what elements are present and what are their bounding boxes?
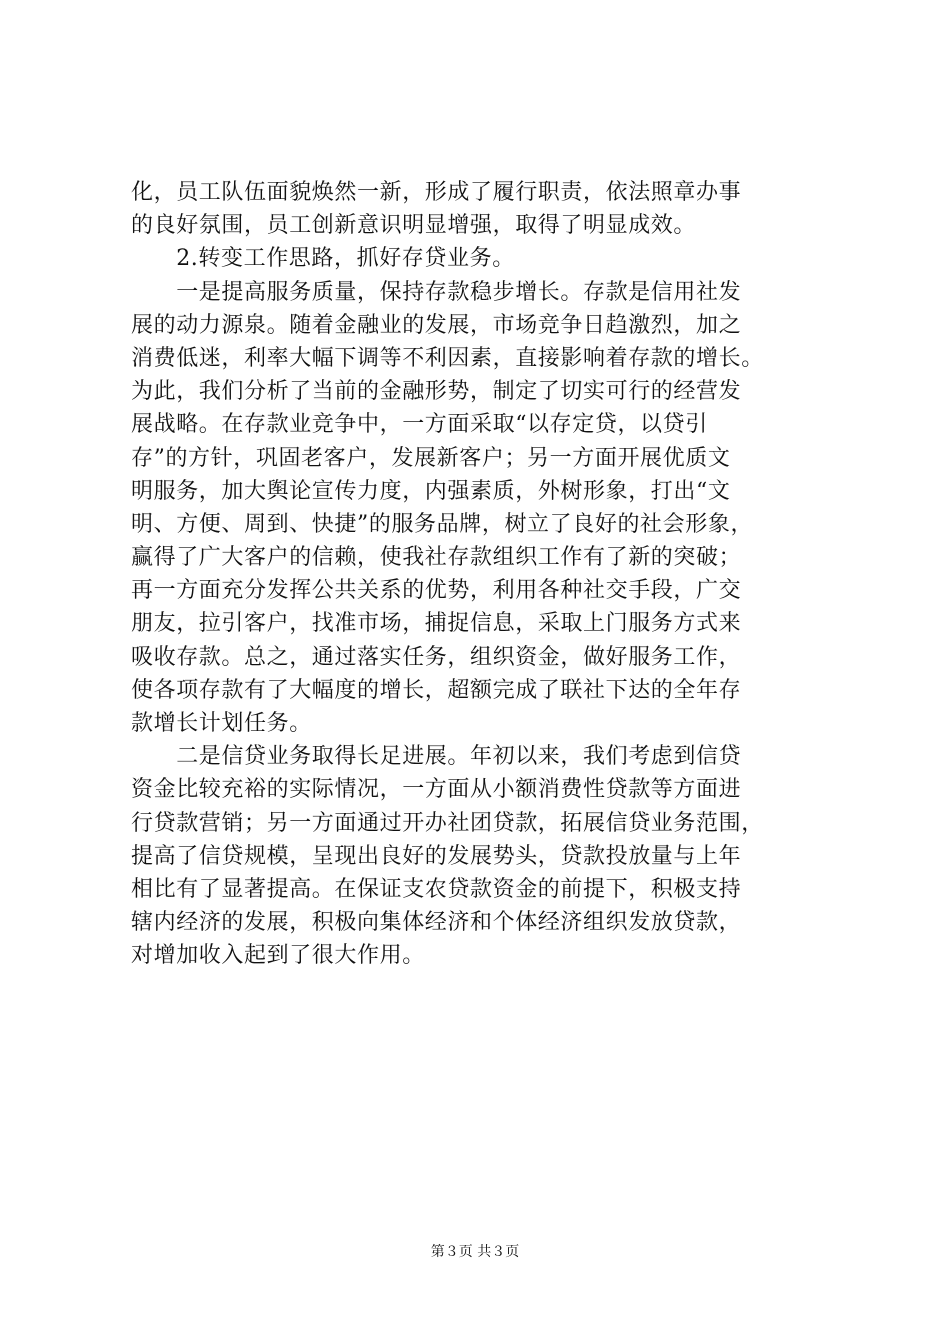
section-heading: 2.转变工作思路，抓好存贷业务。	[131, 246, 515, 272]
text-line: 行贷款营销；另一方面通过开办社团贷款，拓展信贷业务范围，	[131, 810, 764, 836]
text-line: 的良好氛围，员工创新意识明显增强，取得了明显成效。	[131, 213, 697, 239]
text-line: 吸收存款。总之，通过落实任务，组织资金，做好服务工作，	[131, 644, 742, 670]
page-number-footer: 第３页 共３页	[430, 1244, 520, 1260]
text-line: 明、方便、周到、快捷”的服务品牌，树立了良好的社会形象，	[131, 511, 754, 537]
text-line: 明服务，加大舆论宣传力度，内强素质，外树形象，打出“文	[131, 478, 731, 504]
text-line: 展的动力源泉。随着金融业的发展，市场竞争日趋激烈，加之	[131, 312, 742, 338]
text-line: 再一方面充分发挥公共关系的优势，利用各种社交手段，广交	[131, 578, 742, 604]
text-line: 使各项存款有了大幅度的增长，超额完成了联社下达的全年存	[131, 677, 742, 703]
document-body	[131, 176, 831, 973]
text-line: 提高了信贷规模，呈现出良好的发展势头，贷款投放量与上年	[131, 843, 742, 869]
text-line: 相比有了显著提高。在保证支农贷款资金的前提下，积极支持	[131, 876, 742, 902]
text-line: 款增长计划任务。	[131, 711, 312, 736]
text-line: 赢得了广大客户的信赖，使我社存款组织工作有了新的突破；	[131, 545, 742, 571]
text-line: 资金比较充裕的实际情况，一方面从小额消费性贷款等方面进	[131, 777, 742, 803]
text-line: 一是提高服务质量，保持存款稳步增长。存款是信用社发	[131, 279, 742, 305]
text-line: 化，员工队伍面貌焕然一新，形成了履行职责，依法照章办事	[131, 180, 742, 205]
text-line: 展战略。在存款业竞争中，一方面采取“以存定贷，以贷引	[131, 412, 708, 438]
text-line: 二是信贷业务取得长足进展。年初以来，我们考虑到信贷	[131, 744, 742, 770]
text-line: 存”的方针，巩固老客户，发展新客户；另一方面开展优质文	[131, 445, 731, 471]
text-line: 为此，我们分析了当前的金融形势，制定了切实可行的经营发	[131, 379, 742, 405]
text-line: 辖内经济的发展，积极向集体经济和个体经济组织发放贷款，	[131, 910, 742, 936]
text-line: 对增加收入起到了很大作用。	[131, 943, 425, 969]
text-line: 消费低迷，利率大幅下调等不利因素，直接影响着存款的增长。	[131, 345, 764, 371]
text-line: 朋友，拉引客户，找准市场，捕捉信息，采取上门服务方式来	[131, 611, 742, 637]
